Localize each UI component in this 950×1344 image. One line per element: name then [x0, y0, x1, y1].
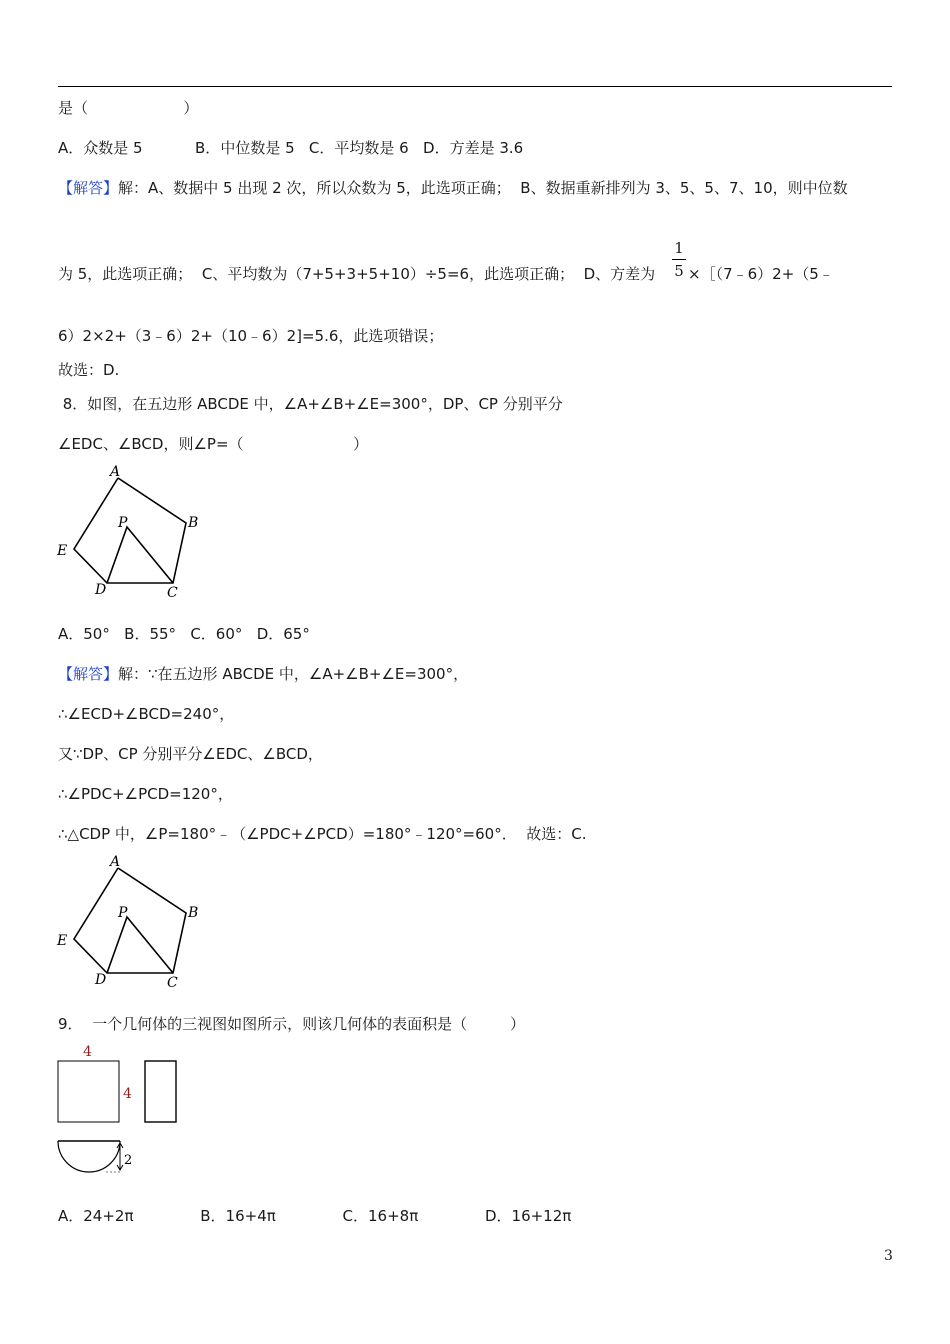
bisector-lines [107, 917, 173, 973]
q7-answer-text1: 解：A、数据中 5 出现 2 次，所以众数为 5，此选项正确； B、数据重新排列为 3、5、5、7、10，则中位数 [118, 179, 848, 197]
q7-answer-line2a: 为 5，此选项正确； C、平均数为（7+5+3+5+10）÷5=6，此选项正确； D、方差为 [58, 265, 656, 283]
label-p: P [118, 905, 128, 921]
fraction-one-fifth [672, 238, 686, 281]
label-d: D [95, 582, 107, 598]
dim-top-label: 4 [83, 1044, 92, 1060]
q8-options: A．50° B．55° C．60° D．65° [58, 625, 310, 643]
q9-stem: 9． 一个几何体的三视图如图所示，则该几何体的表面积是（ ） [58, 1015, 525, 1033]
label-b: B [188, 905, 199, 921]
bisector-lines [107, 527, 173, 583]
fraction-numerator: 1 [674, 239, 684, 257]
top-view-semicircle [58, 1141, 120, 1172]
side-view-rectangle [145, 1061, 176, 1122]
dim-side-label: 4 [123, 1086, 132, 1102]
q8-stem-line1: 8．如图，在五边形 ABCDE 中，∠A+∠B+∠E=300°，DP、CP 分别平分 [58, 395, 563, 413]
q8-answer-line1 [58, 664, 468, 684]
q9-options: A．24+2π B．16+4π C．16+8π D．16+12π [58, 1207, 572, 1225]
q8-answer-line2: ∴∠ECD+∠BCD=240°， [58, 705, 235, 723]
dim-height-label: 2 [124, 1153, 133, 1168]
q7-answer-line1 [58, 178, 848, 198]
fraction-denominator: 5 [674, 262, 684, 280]
label-b: B [188, 515, 199, 531]
q7-stem-tail: 是（ ） [58, 99, 199, 117]
q8-stem-line2: ∠EDC、∠BCD，则∠P=（ ） [58, 435, 369, 453]
page-number: 3 [884, 1248, 893, 1264]
pentagon-figure-1 [54, 460, 214, 602]
fraction-bar [672, 259, 686, 260]
pentagon-figure-2 [54, 850, 214, 992]
label-c: C [167, 585, 178, 601]
q8-answer-line4: ∴∠PDC+∠PCD=120°， [58, 785, 233, 803]
q7-answer-line3: 6）2×2+（3﹣6）2+（10﹣6）2]=5.6，此选项错误； [58, 327, 444, 345]
label-c: C [167, 975, 178, 991]
q8-answer-line3: 又∵DP、CP 分别平分∠EDC、∠BCD， [58, 745, 323, 763]
q8-answer-text1: 解：∵在五边形 ABCDE 中，∠A+∠B+∠E=300°， [118, 665, 469, 683]
three-view-figure [52, 1040, 192, 1180]
q7-answer-line2b: ×［（7﹣6）2+（5﹣ [688, 265, 834, 283]
q8-answer-line5: ∴△CDP 中，∠P=180°﹣（∠PDC+∠PCD）=180°﹣120°=60°． 故选：C. [58, 825, 587, 843]
label-a: A [110, 854, 121, 870]
answer-tag: 【解答】 [58, 179, 119, 197]
label-e: E [57, 543, 68, 559]
q7-options: A．众数是 5 B．中位数是 5 C．平均数是 6 D．方差是 3.6 [58, 139, 524, 157]
q7-answer-line4: 故选：D. [58, 361, 120, 379]
label-d: D [95, 972, 107, 988]
answer-tag: 【解答】 [58, 665, 119, 683]
label-e: E [57, 933, 68, 949]
front-view-square [58, 1061, 119, 1122]
header-rule [58, 86, 892, 87]
label-a: A [110, 464, 121, 480]
label-p: P [118, 515, 128, 531]
